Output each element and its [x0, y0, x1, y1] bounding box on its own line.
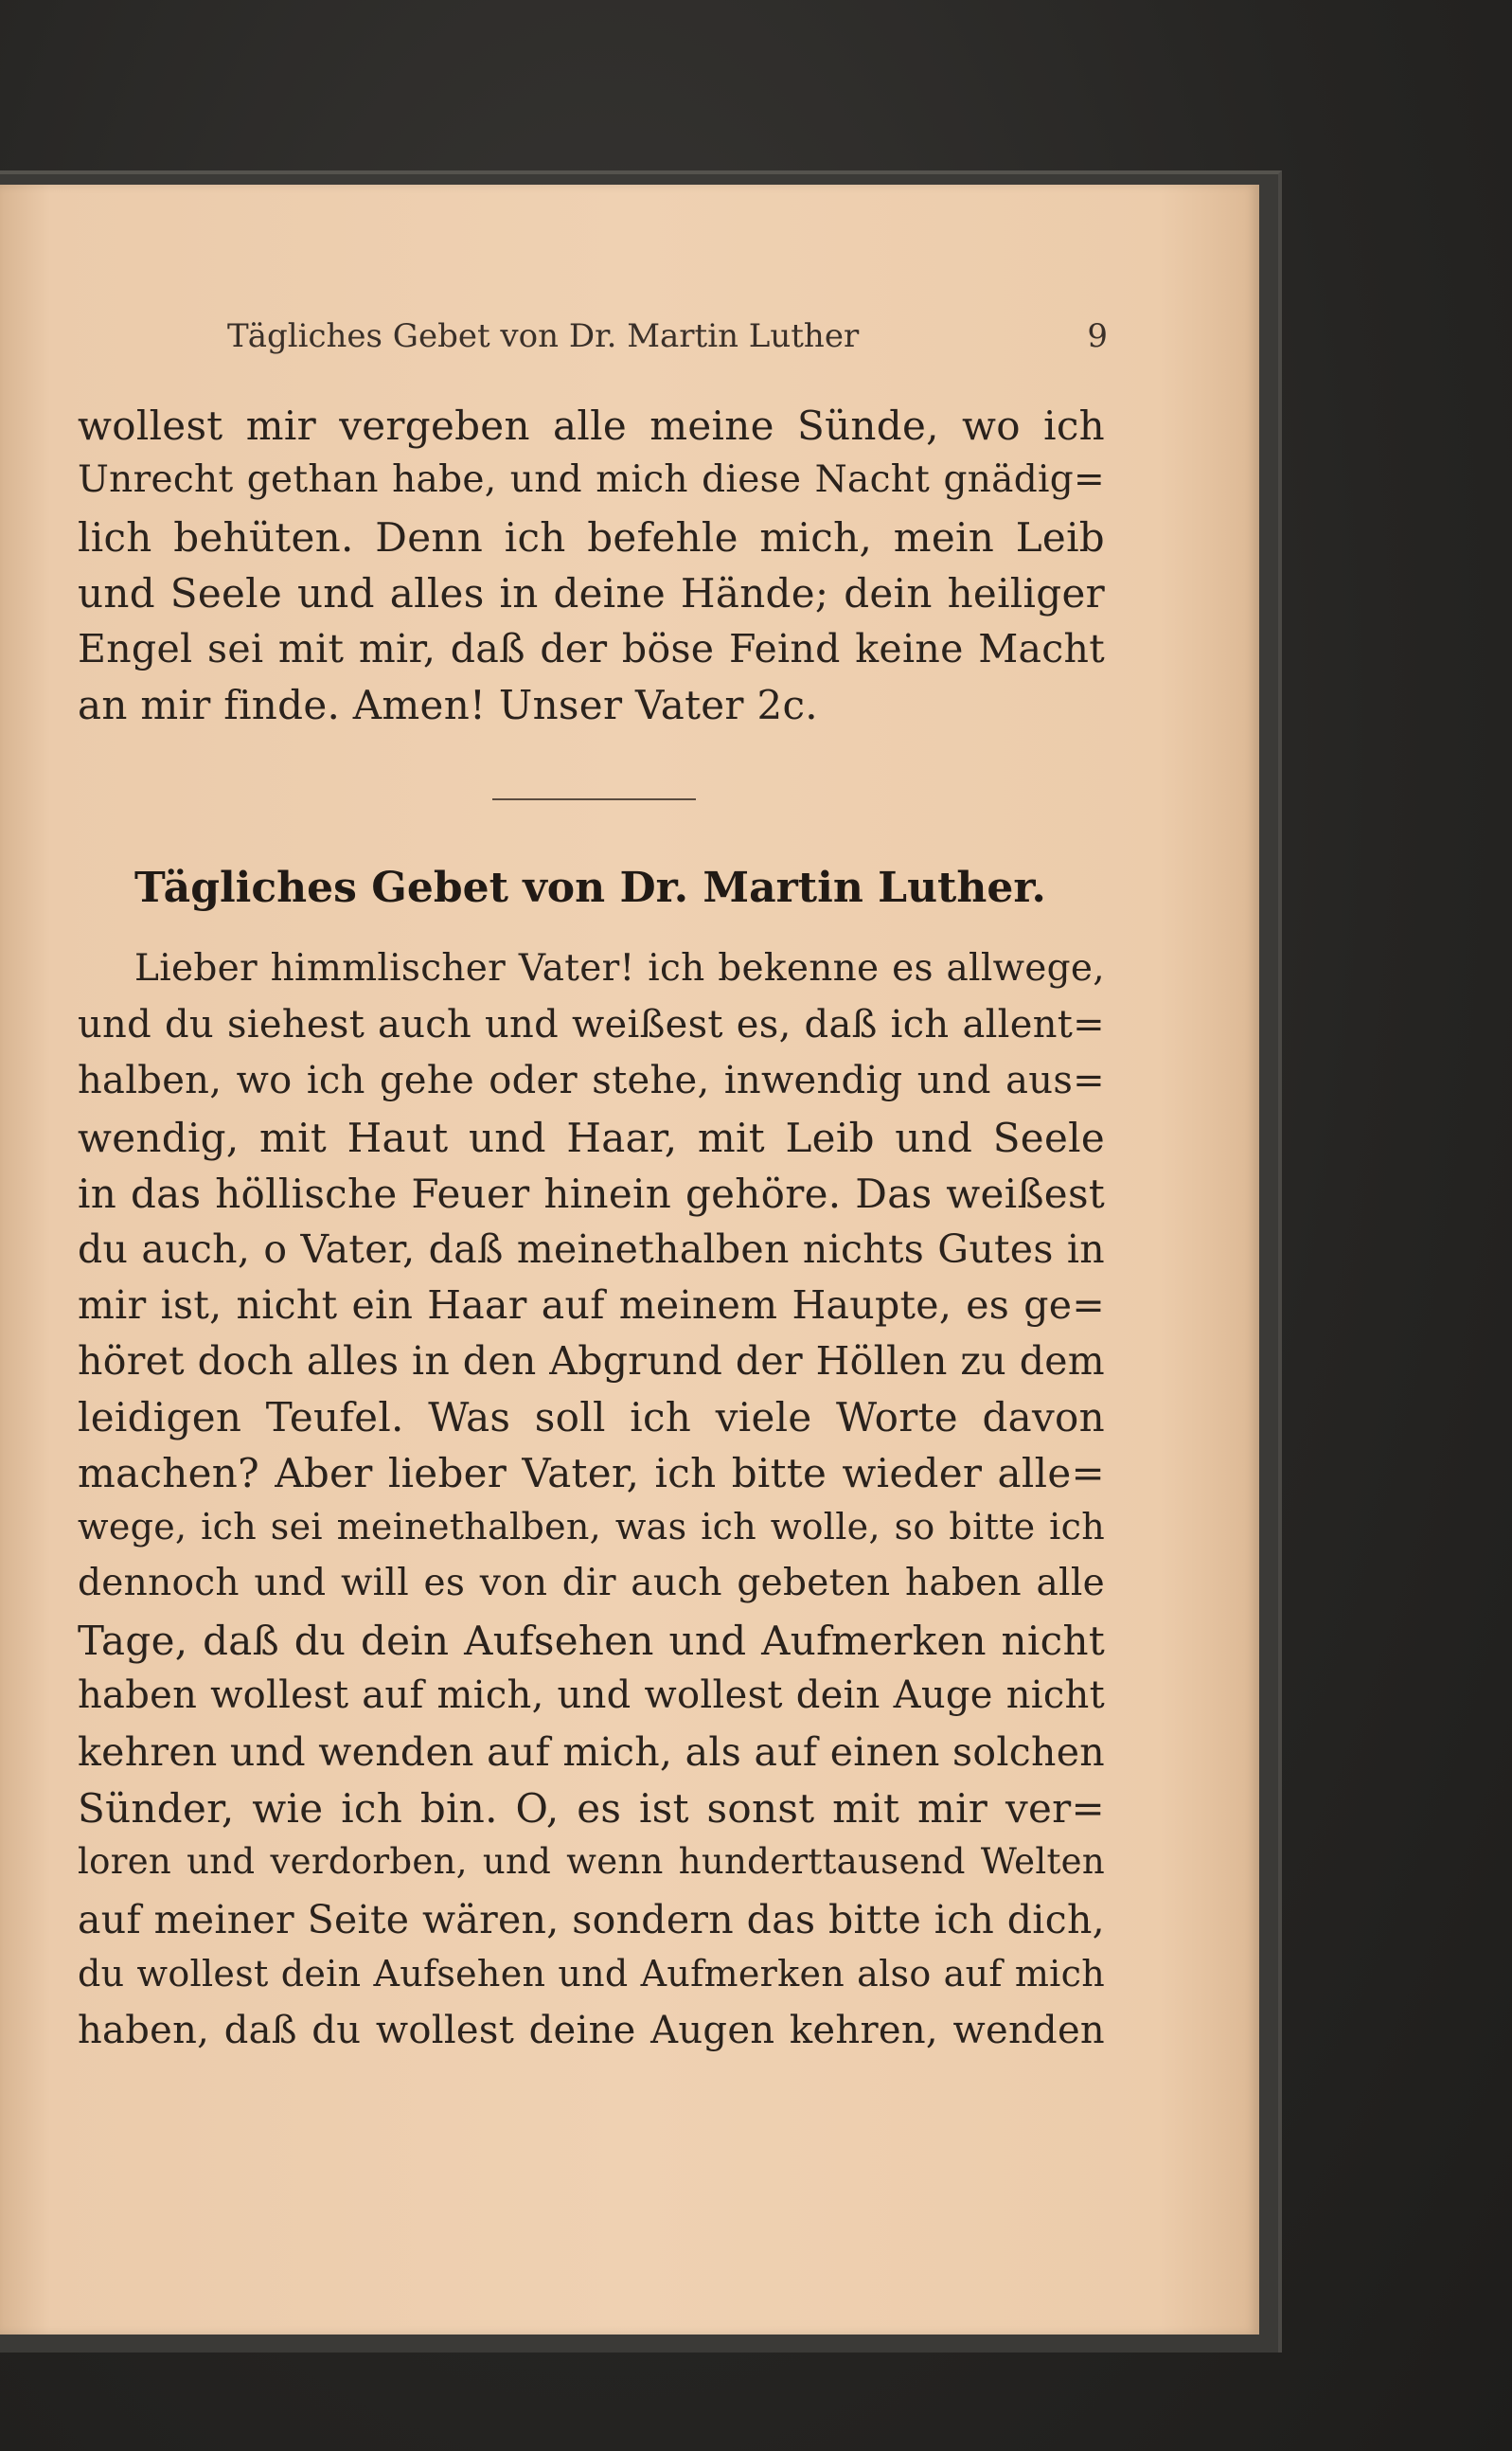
- paragraph-two-line: du wollest dein Aufsehen und Aufmerken also auf mich: [78, 1953, 1105, 1995]
- paragraph-two-line: höret doch alles in den Abgrund der Höllen zu dem: [78, 1338, 1105, 1384]
- paragraph-two-line: dennoch und will es von dir auch gebeten haben alle: [78, 1562, 1105, 1604]
- paragraph-two-line: machen? Aber lieber Vater, ich bitte wieder alle=: [78, 1450, 1105, 1496]
- running-head-title: Tägliches Gebet von Dr. Martin Luther: [227, 317, 860, 355]
- paragraph-two-line: leidigen Teufel. Was soll ich viele Worte davon: [78, 1394, 1105, 1440]
- paragraph-one-line: und Seele und alles in deine Hände; dein heiliger: [78, 570, 1105, 617]
- paragraph-one-line: wollest mir vergeben alle meine Sünde, wo ich: [78, 403, 1105, 449]
- paragraph-two-line: Tage, daß du dein Aufsehen und Aufmerken nicht: [78, 1618, 1105, 1664]
- paragraph-two-line: haben, daß du wollest deine Augen kehren, wenden: [78, 2009, 1105, 2052]
- paragraph-one-line: Unrecht gethan habe, und mich diese Nacht gnädig=: [78, 458, 1105, 501]
- paragraph-two-line: haben wollest auf mich, und wollest dein Auge nicht: [78, 1673, 1105, 1717]
- running-head: [227, 317, 1108, 374]
- paragraph-two-line: wege, ich sei meinethalben, was ich wolle, so bitte ich: [78, 1506, 1105, 1548]
- paragraph-two-line: mir ist, nicht ein Haar auf meinem Haupte, es ge=: [78, 1282, 1105, 1328]
- paragraph-two-line: in das höllische Feuer hinein gehöre. Das weißest: [78, 1171, 1105, 1217]
- paragraph-two-line: wendig, mit Haut und Haar, mit Leib und Seele: [78, 1115, 1105, 1161]
- page-number: 9: [1087, 317, 1108, 355]
- paragraph-two-line: auf meiner Seite wären, sondern das bitte ich dich,: [78, 1897, 1105, 1942]
- section-heading: Tägliches Gebet von Dr. Martin Luther.: [134, 864, 1046, 912]
- paragraph-one-line: Engel sei mit mir, daß der böse Feind keine Macht: [78, 626, 1105, 671]
- paragraph-one-line: an mir finde. Amen! Unser Vater 2c.: [78, 682, 818, 728]
- section-divider: [492, 798, 696, 800]
- paragraph-two-line: Sünder, wie ich bin. O, es ist sonst mit mir ver=: [78, 1785, 1105, 1832]
- paragraph-two-line: loren und verdorben, und wenn hunderttausend Welten: [78, 1841, 1105, 1882]
- paragraph-two-line: du auch, o Vater, daß meinethalben nichts Gutes in: [78, 1226, 1105, 1272]
- paragraph-one-line: lich behüten. Denn ich befehle mich, mein Leib: [78, 514, 1105, 561]
- paragraph-two-line: halben, wo ich gehe oder stehe, inwendig und aus=: [78, 1059, 1105, 1102]
- paragraph-two-line: und du siehest auch und weißest es, daß ich allent=: [78, 1003, 1105, 1047]
- paragraph-two-line: kehren und wenden auf mich, als auf einen solchen: [78, 1729, 1105, 1775]
- paragraph-two-line: Lieber himmlischer Vater! ich bekenne es allwege,: [134, 947, 1105, 990]
